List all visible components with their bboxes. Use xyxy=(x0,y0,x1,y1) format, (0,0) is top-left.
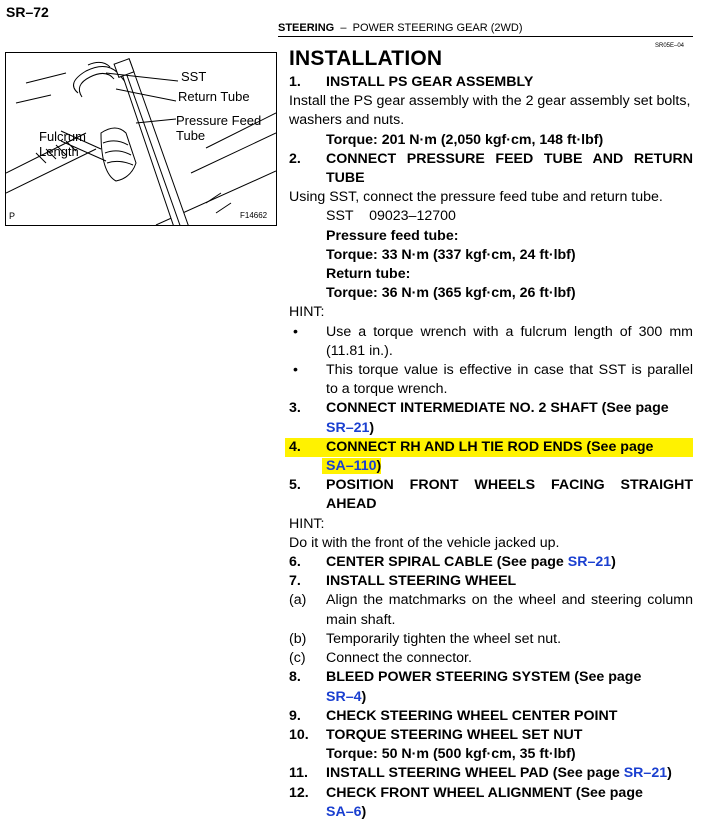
step-number: 12. xyxy=(289,784,309,801)
substep-label: (a) xyxy=(289,592,307,609)
step-4 xyxy=(289,438,693,457)
step-title: BLEED POWER STEERING SYSTEM (See page xyxy=(326,669,642,686)
step-7 xyxy=(289,572,693,591)
step-title-cont: TUBE xyxy=(326,170,365,187)
step-number: 8. xyxy=(289,669,301,686)
step-number: 4. xyxy=(289,438,301,455)
doc-code: SR05E–04 xyxy=(655,43,685,49)
step-11 xyxy=(289,764,693,783)
step-title: INSTALL STEERING WHEEL xyxy=(326,573,517,590)
torque-spec: Torque: 36 N·m (365 kgf·cm, 26 ft·lbf) xyxy=(326,285,576,302)
step-number: 7. xyxy=(289,573,301,590)
bullet-text-cont: (11.81 in.). xyxy=(326,342,393,359)
step-number: 3. xyxy=(289,400,301,417)
sst-number: SST 09023–12700 xyxy=(326,208,456,225)
substep-label: (b) xyxy=(289,630,307,647)
bullet-icon: • xyxy=(293,323,298,340)
step-8 xyxy=(289,668,693,687)
substep-text-cont: main shaft. xyxy=(326,611,396,628)
substep-text: Connect the connector. xyxy=(326,650,472,667)
step-link-line xyxy=(289,419,693,438)
hint-label: HINT: xyxy=(289,515,325,532)
section-title: STEERING xyxy=(278,22,335,34)
step-2-body: Using SST, connect the pressure feed tube and return tube. xyxy=(289,189,663,206)
step-number: 1. xyxy=(289,74,301,90)
step-2 xyxy=(289,150,693,169)
step-link-line xyxy=(289,688,693,707)
step-title-cont: AHEAD xyxy=(326,496,377,513)
highlight xyxy=(322,458,381,474)
step-title: INSTALL STEERING WHEEL PAD (See page SR–21) xyxy=(326,765,672,782)
step-number: 11. xyxy=(289,765,308,782)
step-5 xyxy=(289,476,693,495)
step-3 xyxy=(289,399,693,418)
step-title: CONNECT INTERMEDIATE NO. 2 SHAFT (See page xyxy=(326,400,669,417)
substep-c xyxy=(289,649,693,668)
bullet-text: Use a torque wrench with a fulcrum length of 300 mm xyxy=(326,323,693,340)
step-9 xyxy=(289,707,693,726)
section-header xyxy=(278,22,693,37)
label-pressure-feed-tube-1: Pressure Feed xyxy=(176,113,262,128)
paren-close: ) xyxy=(361,803,367,820)
figure-corner-mark: P xyxy=(9,211,16,221)
subsection-title: POWER STEERING GEAR (2WD) xyxy=(352,22,523,34)
page-link-sr-4[interactable]: SR–4 xyxy=(326,688,362,705)
label-pressure-feed-tube-2: Tube xyxy=(176,128,206,143)
substep-b xyxy=(289,630,693,649)
step-number: 5. xyxy=(289,477,301,494)
step-12 xyxy=(289,784,693,803)
step-title: INSTALL PS GEAR ASSEMBLY xyxy=(326,74,534,90)
step-number: 10. xyxy=(289,726,309,743)
label-fulcrum-length-2: Length xyxy=(39,144,79,159)
substep-label: (c) xyxy=(289,650,306,667)
step-1 xyxy=(289,73,693,92)
label-fulcrum-length-1: Fulcrum xyxy=(39,129,86,144)
hint-label: HINT: xyxy=(289,304,325,321)
highlighted-step xyxy=(285,438,693,457)
pressure-feed-label: Pressure feed tube: xyxy=(326,227,459,244)
hint-bullet xyxy=(289,323,693,342)
step-title: CHECK STEERING WHEEL CENTER POINT xyxy=(326,707,618,724)
bullet-icon: • xyxy=(293,362,298,379)
substep-a xyxy=(289,591,693,610)
paren-close: ) xyxy=(376,458,382,475)
step-number: 6. xyxy=(289,554,301,571)
torque-spec: Torque: 50 N·m (500 kgf·cm, 35 ft·lbf) xyxy=(326,746,576,763)
page-link-sr-21[interactable]: SR–21 xyxy=(567,554,612,571)
hint-bullet xyxy=(289,361,693,380)
page-title: INSTALLATION xyxy=(289,47,443,70)
label-return-tube: Return Tube xyxy=(178,89,250,104)
hint-text: Do it with the front of the vehicle jacked up. xyxy=(289,534,560,551)
page-link-sa-110[interactable]: SA–110 xyxy=(326,458,377,475)
substep-text: Align the matchmarks on the wheel and steering column xyxy=(326,592,693,609)
step-number: 2. xyxy=(289,150,301,167)
bullet-text: This torque value is effective in case that SST is parallel xyxy=(326,362,693,379)
torque-spec: Torque: 201 N·m (2,050 kgf·cm, 148 ft·lbf) xyxy=(326,131,604,148)
label-sst: SST xyxy=(181,69,207,84)
installation-figure xyxy=(5,52,277,226)
header-separator: – xyxy=(340,22,347,34)
procedure-steps xyxy=(289,73,693,822)
step-title: POSITION FRONT WHEELS FACING STRAIGHT xyxy=(326,477,693,494)
figure-id: F14662 xyxy=(240,211,268,220)
step-link-line xyxy=(289,803,693,822)
paren-close: ) xyxy=(361,688,367,705)
step-title: TORQUE STEERING WHEEL SET NUT xyxy=(326,726,583,743)
return-tube-label: Return tube: xyxy=(326,266,411,283)
step-title: CHECK FRONT WHEEL ALIGNMENT (See page xyxy=(326,784,643,801)
step-10 xyxy=(289,726,693,745)
page-code: SR–72 xyxy=(6,4,49,20)
step-6 xyxy=(289,553,693,572)
torque-spec: Torque: 33 N·m (337 kgf·cm, 24 ft·lbf) xyxy=(326,246,576,263)
page-link-sr-21[interactable]: SR–21 xyxy=(326,419,370,436)
page-link-sr-21[interactable]: SR–21 xyxy=(623,765,668,782)
step-title: CONNECT PRESSURE FEED TUBE AND RETURN xyxy=(326,150,693,167)
step-link-line xyxy=(289,457,693,476)
step-title: CONNECT RH AND LH TIE ROD ENDS (See page xyxy=(326,438,654,455)
step-number: 9. xyxy=(289,707,301,724)
paren-close: ) xyxy=(369,419,375,436)
bullet-text-cont: to a torque wrench. xyxy=(326,381,448,398)
substep-text: Temporarily tighten the wheel set nut. xyxy=(326,630,562,647)
step-1-body: Install the PS gear assembly with the 2 gear assembly set bolts, washers and nuts. xyxy=(289,93,691,129)
page-link-sa-6[interactable]: SA–6 xyxy=(326,803,362,820)
step-title: CENTER SPIRAL CABLE (See page SR–21) xyxy=(326,554,616,571)
